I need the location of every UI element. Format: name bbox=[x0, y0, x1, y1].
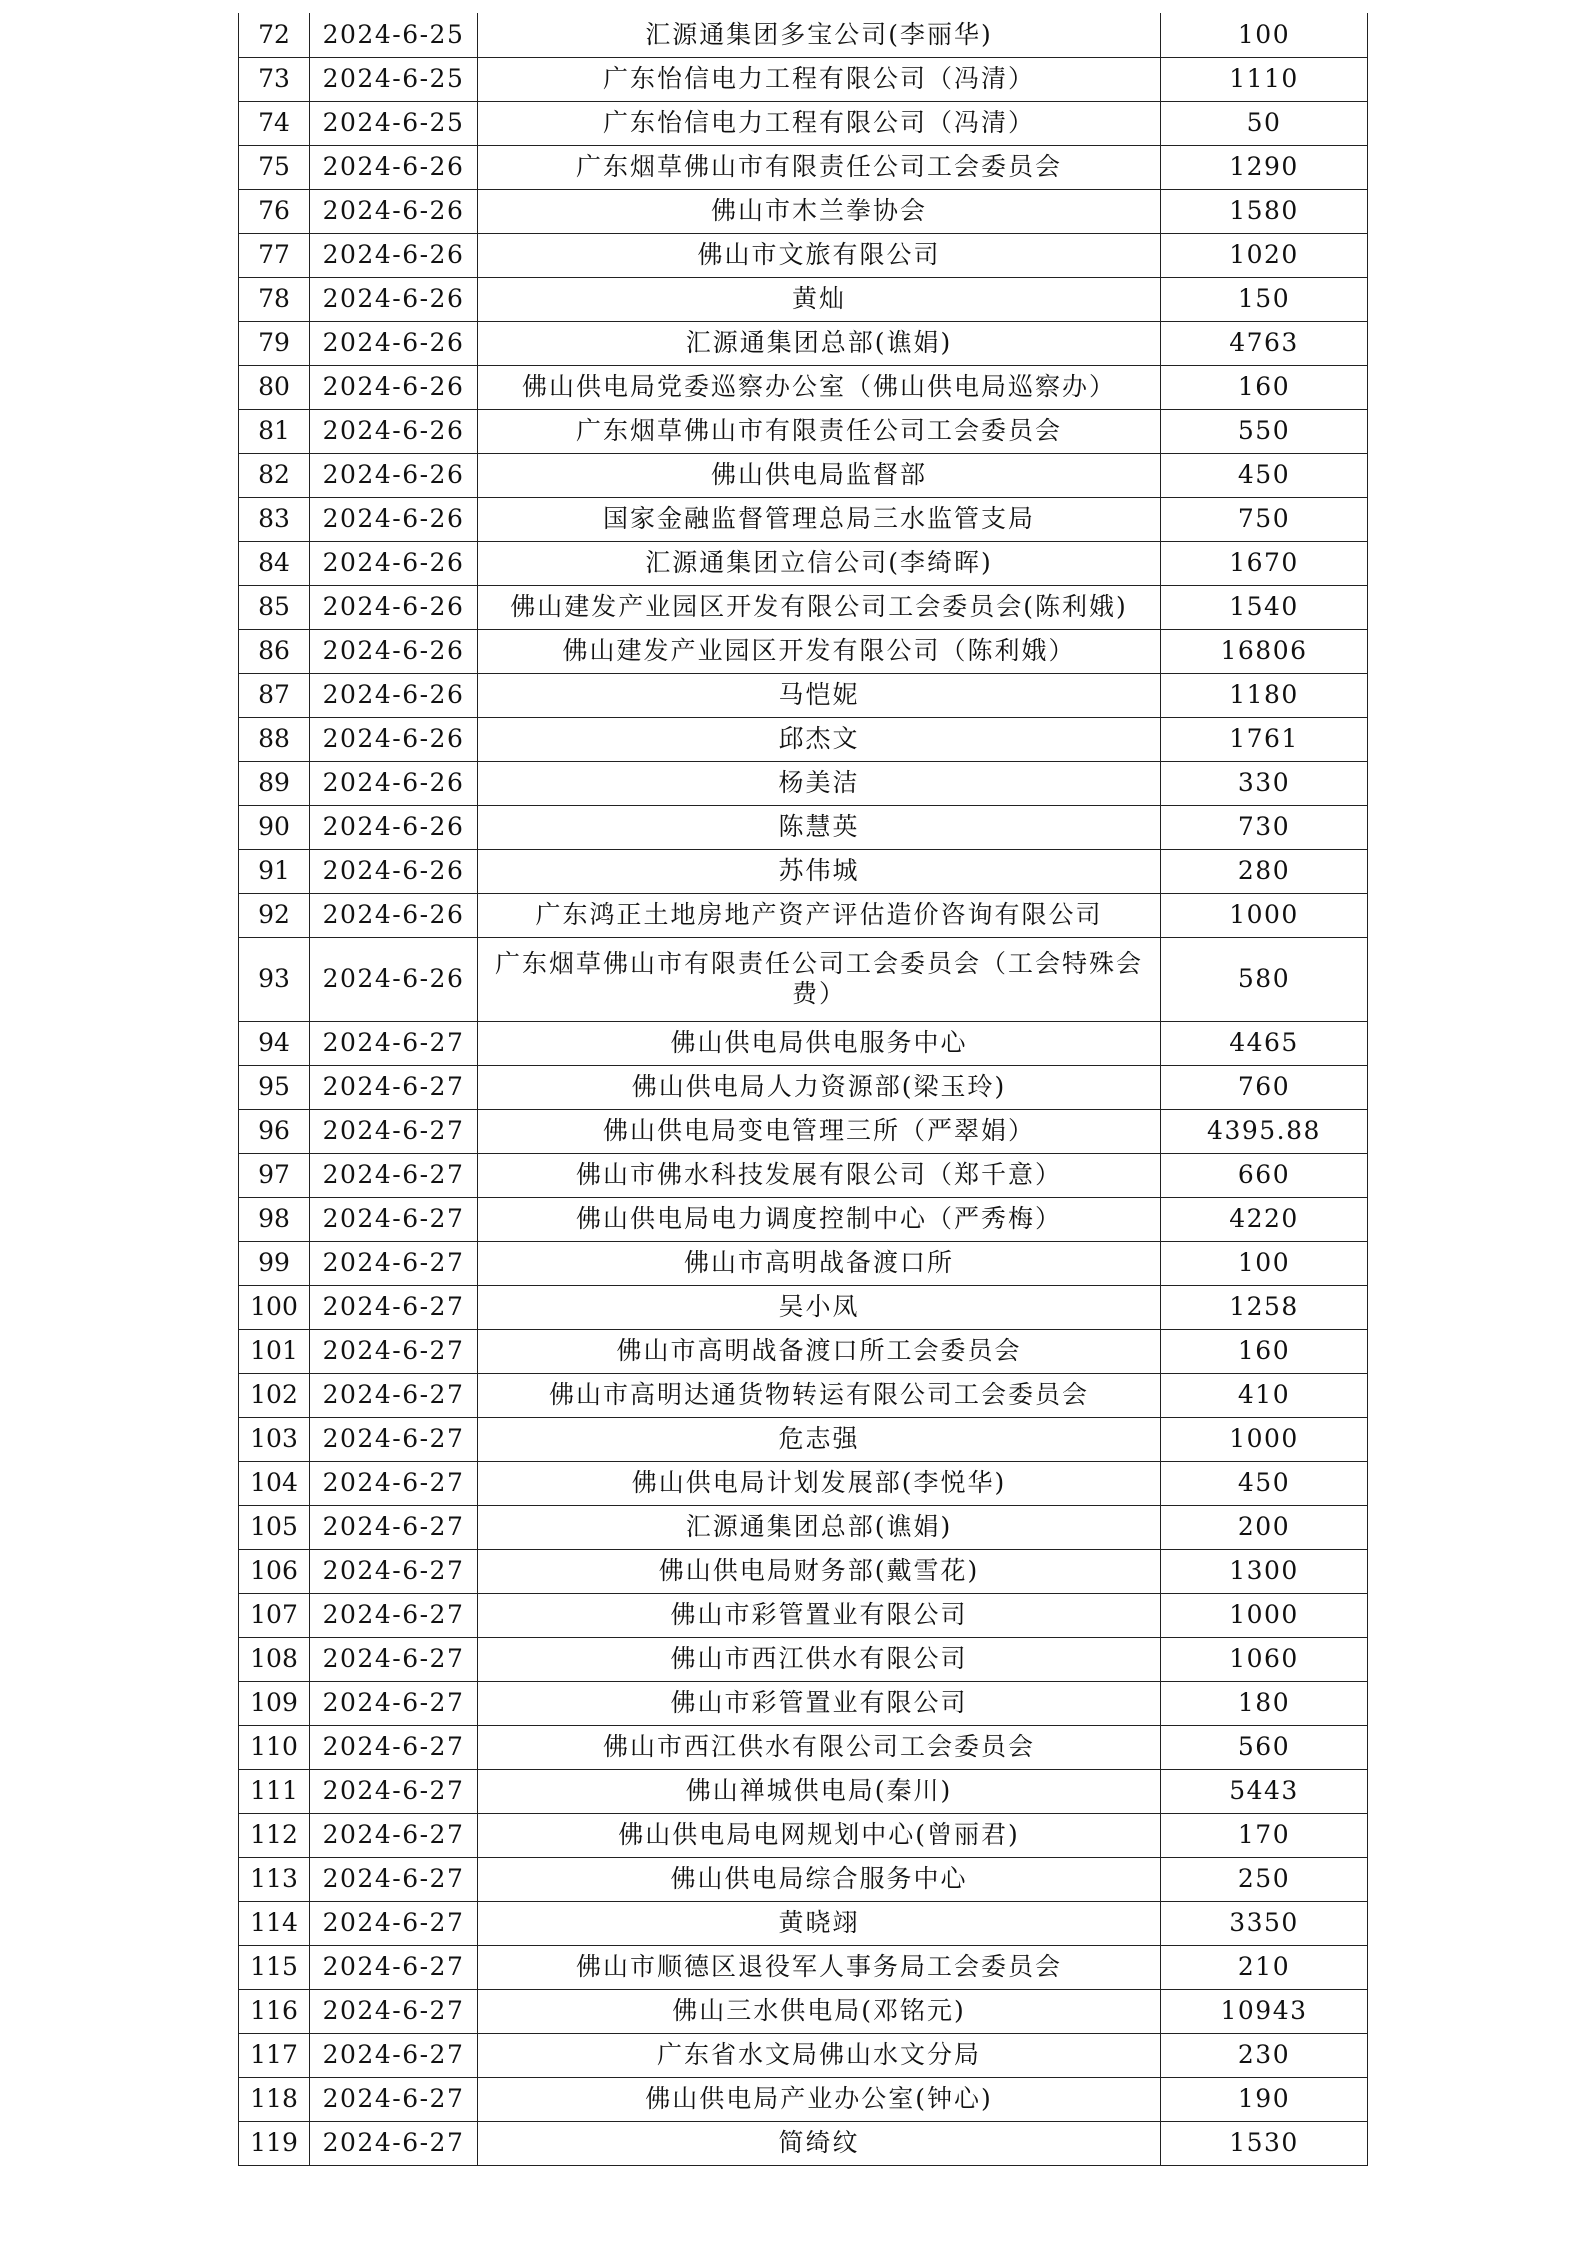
donation-date: 2024-6-27 bbox=[310, 1901, 478, 1945]
row-number: 111 bbox=[239, 1769, 310, 1813]
donor-name: 佛山市西江供水有限公司工会委员会 bbox=[478, 1725, 1161, 1769]
donation-amount: 760 bbox=[1161, 1065, 1368, 1109]
table-row bbox=[239, 805, 1368, 849]
row-number: 90 bbox=[239, 805, 310, 849]
donation-amount: 1761 bbox=[1161, 717, 1368, 761]
table-row bbox=[239, 1593, 1368, 1637]
table-row bbox=[239, 761, 1368, 805]
donor-name: 佛山供电局人力资源部(梁玉玲) bbox=[478, 1065, 1161, 1109]
table-row bbox=[239, 1549, 1368, 1593]
row-number: 105 bbox=[239, 1505, 310, 1549]
table-row bbox=[239, 849, 1368, 893]
donor-name: 广东怡信电力工程有限公司（冯清） bbox=[478, 57, 1161, 101]
donation-amount: 1670 bbox=[1161, 541, 1368, 585]
donation-date: 2024-6-26 bbox=[310, 893, 478, 937]
row-number: 117 bbox=[239, 2033, 310, 2077]
row-number: 72 bbox=[239, 13, 310, 57]
donor-name: 陈慧英 bbox=[478, 805, 1161, 849]
row-number: 79 bbox=[239, 321, 310, 365]
donor-name: 佛山市佛水科技发展有限公司（郑千意） bbox=[478, 1153, 1161, 1197]
table-row bbox=[239, 1901, 1368, 1945]
donation-amount: 100 bbox=[1161, 13, 1368, 57]
donor-name: 佛山供电局党委巡察办公室（佛山供电局巡察办） bbox=[478, 365, 1161, 409]
donor-name: 汇源通集团总部(谯娟) bbox=[478, 1505, 1161, 1549]
table-row bbox=[239, 937, 1368, 1021]
donor-name: 苏伟城 bbox=[478, 849, 1161, 893]
donation-amount: 1290 bbox=[1161, 145, 1368, 189]
row-number: 96 bbox=[239, 1109, 310, 1153]
donation-amount: 730 bbox=[1161, 805, 1368, 849]
donation-date: 2024-6-27 bbox=[310, 1065, 478, 1109]
donation-date: 2024-6-25 bbox=[310, 13, 478, 57]
donation-date: 2024-6-27 bbox=[310, 1417, 478, 1461]
donor-name: 佛山市彩管置业有限公司 bbox=[478, 1681, 1161, 1725]
donation-date: 2024-6-25 bbox=[310, 57, 478, 101]
donation-amount: 160 bbox=[1161, 1329, 1368, 1373]
donation-date: 2024-6-27 bbox=[310, 1329, 478, 1373]
donation-amount: 4465 bbox=[1161, 1021, 1368, 1065]
row-number: 101 bbox=[239, 1329, 310, 1373]
donation-date: 2024-6-27 bbox=[310, 1021, 478, 1065]
table-row bbox=[239, 101, 1368, 145]
row-number: 86 bbox=[239, 629, 310, 673]
donation-date: 2024-6-27 bbox=[310, 1461, 478, 1505]
table-row bbox=[239, 717, 1368, 761]
row-number: 110 bbox=[239, 1725, 310, 1769]
donation-amount: 180 bbox=[1161, 1681, 1368, 1725]
donor-name: 佛山市高明达通货物转运有限公司工会委员会 bbox=[478, 1373, 1161, 1417]
table-row bbox=[239, 497, 1368, 541]
donation-amount: 5443 bbox=[1161, 1769, 1368, 1813]
donor-name: 黄灿 bbox=[478, 277, 1161, 321]
donation-date: 2024-6-27 bbox=[310, 2121, 478, 2165]
donation-date: 2024-6-26 bbox=[310, 585, 478, 629]
donor-name: 简绮纹 bbox=[478, 2121, 1161, 2165]
row-number: 97 bbox=[239, 1153, 310, 1197]
donation-amount: 16806 bbox=[1161, 629, 1368, 673]
table-row bbox=[239, 1681, 1368, 1725]
row-number: 115 bbox=[239, 1945, 310, 1989]
donation-amount: 330 bbox=[1161, 761, 1368, 805]
donation-date: 2024-6-27 bbox=[310, 1549, 478, 1593]
donor-name: 佛山建发产业园区开发有限公司工会委员会(陈利娥) bbox=[478, 585, 1161, 629]
table-row bbox=[239, 673, 1368, 717]
row-number: 76 bbox=[239, 189, 310, 233]
donation-date: 2024-6-26 bbox=[310, 145, 478, 189]
row-number: 78 bbox=[239, 277, 310, 321]
donor-name: 广东烟草佛山市有限责任公司工会委员会（工会特殊会费） bbox=[478, 937, 1161, 1021]
donation-amount: 1530 bbox=[1161, 2121, 1368, 2165]
donation-amount: 10943 bbox=[1161, 1989, 1368, 2033]
donation-amount: 1060 bbox=[1161, 1637, 1368, 1681]
row-number: 119 bbox=[239, 2121, 310, 2165]
table-row bbox=[239, 1461, 1368, 1505]
donor-name: 广东怡信电力工程有限公司（冯清） bbox=[478, 101, 1161, 145]
table-row bbox=[239, 893, 1368, 937]
donor-name: 佛山三水供电局(邓铭元) bbox=[478, 1989, 1161, 2033]
donation-table bbox=[238, 13, 1368, 2166]
row-number: 89 bbox=[239, 761, 310, 805]
row-number: 91 bbox=[239, 849, 310, 893]
donation-amount: 450 bbox=[1161, 1461, 1368, 1505]
donation-amount: 1258 bbox=[1161, 1285, 1368, 1329]
donation-amount: 580 bbox=[1161, 937, 1368, 1021]
table-row bbox=[239, 629, 1368, 673]
donation-date: 2024-6-27 bbox=[310, 1109, 478, 1153]
donor-name: 国家金融监督管理总局三水监管支局 bbox=[478, 497, 1161, 541]
donation-date: 2024-6-27 bbox=[310, 1593, 478, 1637]
table-row bbox=[239, 1021, 1368, 1065]
donor-name: 佛山市高明战备渡口所 bbox=[478, 1241, 1161, 1285]
row-number: 85 bbox=[239, 585, 310, 629]
donation-amount: 660 bbox=[1161, 1153, 1368, 1197]
donation-date: 2024-6-26 bbox=[310, 409, 478, 453]
donation-date: 2024-6-26 bbox=[310, 321, 478, 365]
table-row bbox=[239, 541, 1368, 585]
table-row bbox=[239, 1153, 1368, 1197]
table-row bbox=[239, 321, 1368, 365]
donation-amount: 4763 bbox=[1161, 321, 1368, 365]
table-row bbox=[239, 57, 1368, 101]
row-number: 95 bbox=[239, 1065, 310, 1109]
donation-amount: 550 bbox=[1161, 409, 1368, 453]
donation-date: 2024-6-25 bbox=[310, 101, 478, 145]
donor-name: 佛山供电局监督部 bbox=[478, 453, 1161, 497]
table-row bbox=[239, 1329, 1368, 1373]
donation-date: 2024-6-26 bbox=[310, 673, 478, 717]
table-row bbox=[239, 145, 1368, 189]
table-body bbox=[239, 13, 1368, 2165]
table-row bbox=[239, 2121, 1368, 2165]
donation-date: 2024-6-26 bbox=[310, 497, 478, 541]
row-number: 102 bbox=[239, 1373, 310, 1417]
row-number: 77 bbox=[239, 233, 310, 277]
donation-amount: 190 bbox=[1161, 2077, 1368, 2121]
donation-amount: 1540 bbox=[1161, 585, 1368, 629]
donation-date: 2024-6-26 bbox=[310, 805, 478, 849]
donation-amount: 1180 bbox=[1161, 673, 1368, 717]
table-row bbox=[239, 409, 1368, 453]
row-number: 94 bbox=[239, 1021, 310, 1065]
donor-name: 佛山供电局综合服务中心 bbox=[478, 1857, 1161, 1901]
row-number: 108 bbox=[239, 1637, 310, 1681]
row-number: 103 bbox=[239, 1417, 310, 1461]
table-row bbox=[239, 1637, 1368, 1681]
donation-amount: 450 bbox=[1161, 453, 1368, 497]
donor-name: 佛山供电局变电管理三所（严翠娟） bbox=[478, 1109, 1161, 1153]
row-number: 112 bbox=[239, 1813, 310, 1857]
donation-amount: 170 bbox=[1161, 1813, 1368, 1857]
donor-name: 危志强 bbox=[478, 1417, 1161, 1461]
table-row bbox=[239, 1065, 1368, 1109]
donor-name: 佛山市顺德区退役军人事务局工会委员会 bbox=[478, 1945, 1161, 1989]
donation-amount: 280 bbox=[1161, 849, 1368, 893]
table-row bbox=[239, 1197, 1368, 1241]
donation-amount: 750 bbox=[1161, 497, 1368, 541]
donation-date: 2024-6-27 bbox=[310, 1945, 478, 1989]
table-row bbox=[239, 233, 1368, 277]
donation-amount: 1300 bbox=[1161, 1549, 1368, 1593]
donation-date: 2024-6-27 bbox=[310, 1197, 478, 1241]
table-row bbox=[239, 1505, 1368, 1549]
donor-name: 佛山市彩管置业有限公司 bbox=[478, 1593, 1161, 1637]
donation-amount: 230 bbox=[1161, 2033, 1368, 2077]
donor-name: 佛山禅城供电局(秦川) bbox=[478, 1769, 1161, 1813]
row-number: 114 bbox=[239, 1901, 310, 1945]
row-number: 118 bbox=[239, 2077, 310, 2121]
donation-date: 2024-6-27 bbox=[310, 1681, 478, 1725]
donor-name: 马恺妮 bbox=[478, 673, 1161, 717]
row-number: 113 bbox=[239, 1857, 310, 1901]
donation-amount: 1000 bbox=[1161, 893, 1368, 937]
donation-date: 2024-6-27 bbox=[310, 1637, 478, 1681]
row-number: 80 bbox=[239, 365, 310, 409]
donor-name: 汇源通集团立信公司(李绮晖) bbox=[478, 541, 1161, 585]
table-row bbox=[239, 1725, 1368, 1769]
row-number: 73 bbox=[239, 57, 310, 101]
table-row bbox=[239, 585, 1368, 629]
donor-name: 汇源通集团总部(谯娟) bbox=[478, 321, 1161, 365]
donation-date: 2024-6-27 bbox=[310, 1373, 478, 1417]
table-row bbox=[239, 365, 1368, 409]
donation-date: 2024-6-27 bbox=[310, 2033, 478, 2077]
donation-amount: 100 bbox=[1161, 1241, 1368, 1285]
table-row bbox=[239, 1857, 1368, 1901]
donation-amount: 160 bbox=[1161, 365, 1368, 409]
row-number: 99 bbox=[239, 1241, 310, 1285]
row-number: 93 bbox=[239, 937, 310, 1021]
donation-date: 2024-6-26 bbox=[310, 761, 478, 805]
donation-amount: 3350 bbox=[1161, 1901, 1368, 1945]
donation-date: 2024-6-26 bbox=[310, 277, 478, 321]
donation-date: 2024-6-26 bbox=[310, 937, 478, 1021]
table-row bbox=[239, 1417, 1368, 1461]
table-row bbox=[239, 277, 1368, 321]
donation-amount: 1000 bbox=[1161, 1417, 1368, 1461]
donor-name: 佛山供电局电力调度控制中心（严秀梅） bbox=[478, 1197, 1161, 1241]
donation-date: 2024-6-27 bbox=[310, 1505, 478, 1549]
donor-name: 佛山供电局供电服务中心 bbox=[478, 1021, 1161, 1065]
row-number: 75 bbox=[239, 145, 310, 189]
donation-date: 2024-6-27 bbox=[310, 2077, 478, 2121]
donation-date: 2024-6-26 bbox=[310, 233, 478, 277]
table-row bbox=[239, 1945, 1368, 1989]
row-number: 100 bbox=[239, 1285, 310, 1329]
table-row bbox=[239, 2033, 1368, 2077]
table-row bbox=[239, 453, 1368, 497]
donation-amount: 1110 bbox=[1161, 57, 1368, 101]
row-number: 104 bbox=[239, 1461, 310, 1505]
row-number: 98 bbox=[239, 1197, 310, 1241]
table-row bbox=[239, 1769, 1368, 1813]
table-row bbox=[239, 189, 1368, 233]
donation-date: 2024-6-27 bbox=[310, 1989, 478, 2033]
donation-date: 2024-6-27 bbox=[310, 1725, 478, 1769]
donation-amount: 410 bbox=[1161, 1373, 1368, 1417]
donation-amount: 1000 bbox=[1161, 1593, 1368, 1637]
donation-amount: 50 bbox=[1161, 101, 1368, 145]
donation-date: 2024-6-26 bbox=[310, 365, 478, 409]
donor-name: 广东烟草佛山市有限责任公司工会委员会 bbox=[478, 145, 1161, 189]
table-row bbox=[239, 13, 1368, 57]
donation-amount: 150 bbox=[1161, 277, 1368, 321]
table-row bbox=[239, 1373, 1368, 1417]
donor-name: 佛山供电局计划发展部(李悦华) bbox=[478, 1461, 1161, 1505]
table-row bbox=[239, 1989, 1368, 2033]
row-number: 107 bbox=[239, 1593, 310, 1637]
donation-amount: 210 bbox=[1161, 1945, 1368, 1989]
donation-date: 2024-6-26 bbox=[310, 189, 478, 233]
donation-amount: 1580 bbox=[1161, 189, 1368, 233]
donation-date: 2024-6-26 bbox=[310, 717, 478, 761]
row-number: 92 bbox=[239, 893, 310, 937]
table-row bbox=[239, 1285, 1368, 1329]
donor-name: 佛山市西江供水有限公司 bbox=[478, 1637, 1161, 1681]
donor-name: 佛山供电局电网规划中心(曾丽君) bbox=[478, 1813, 1161, 1857]
donation-amount: 4220 bbox=[1161, 1197, 1368, 1241]
donation-date: 2024-6-27 bbox=[310, 1285, 478, 1329]
row-number: 74 bbox=[239, 101, 310, 145]
donor-name: 黄晓翊 bbox=[478, 1901, 1161, 1945]
row-number: 116 bbox=[239, 1989, 310, 2033]
donation-amount: 560 bbox=[1161, 1725, 1368, 1769]
row-number: 84 bbox=[239, 541, 310, 585]
row-number: 109 bbox=[239, 1681, 310, 1725]
donation-amount: 200 bbox=[1161, 1505, 1368, 1549]
donation-date: 2024-6-27 bbox=[310, 1813, 478, 1857]
donor-name: 邱杰文 bbox=[478, 717, 1161, 761]
donation-amount: 250 bbox=[1161, 1857, 1368, 1901]
table-row bbox=[239, 1813, 1368, 1857]
donor-name: 广东烟草佛山市有限责任公司工会委员会 bbox=[478, 409, 1161, 453]
donor-name: 佛山供电局财务部(戴雪花) bbox=[478, 1549, 1161, 1593]
donor-name: 广东鸿正土地房地产资产评估造价咨询有限公司 bbox=[478, 893, 1161, 937]
donation-date: 2024-6-26 bbox=[310, 453, 478, 497]
donor-name: 佛山建发产业园区开发有限公司（陈利娥） bbox=[478, 629, 1161, 673]
donation-date: 2024-6-27 bbox=[310, 1153, 478, 1197]
donation-amount: 1020 bbox=[1161, 233, 1368, 277]
donation-date: 2024-6-27 bbox=[310, 1857, 478, 1901]
donor-name: 吴小凤 bbox=[478, 1285, 1161, 1329]
donor-name: 佛山供电局产业办公室(钟心) bbox=[478, 2077, 1161, 2121]
table-row bbox=[239, 1241, 1368, 1285]
row-number: 82 bbox=[239, 453, 310, 497]
table-row bbox=[239, 2077, 1368, 2121]
row-number: 88 bbox=[239, 717, 310, 761]
row-number: 83 bbox=[239, 497, 310, 541]
table-row bbox=[239, 1109, 1368, 1153]
donation-date: 2024-6-27 bbox=[310, 1769, 478, 1813]
donor-name: 佛山市高明战备渡口所工会委员会 bbox=[478, 1329, 1161, 1373]
row-number: 81 bbox=[239, 409, 310, 453]
row-number: 87 bbox=[239, 673, 310, 717]
donation-date: 2024-6-27 bbox=[310, 1241, 478, 1285]
donation-date: 2024-6-26 bbox=[310, 849, 478, 893]
donor-name: 佛山市木兰拳协会 bbox=[478, 189, 1161, 233]
donor-name: 广东省水文局佛山水文分局 bbox=[478, 2033, 1161, 2077]
donation-date: 2024-6-26 bbox=[310, 629, 478, 673]
donor-name: 汇源通集团多宝公司(李丽华) bbox=[478, 13, 1161, 57]
donation-amount: 4395.88 bbox=[1161, 1109, 1368, 1153]
donor-name: 佛山市文旅有限公司 bbox=[478, 233, 1161, 277]
row-number: 106 bbox=[239, 1549, 310, 1593]
donor-name: 杨美洁 bbox=[478, 761, 1161, 805]
donation-date: 2024-6-26 bbox=[310, 541, 478, 585]
